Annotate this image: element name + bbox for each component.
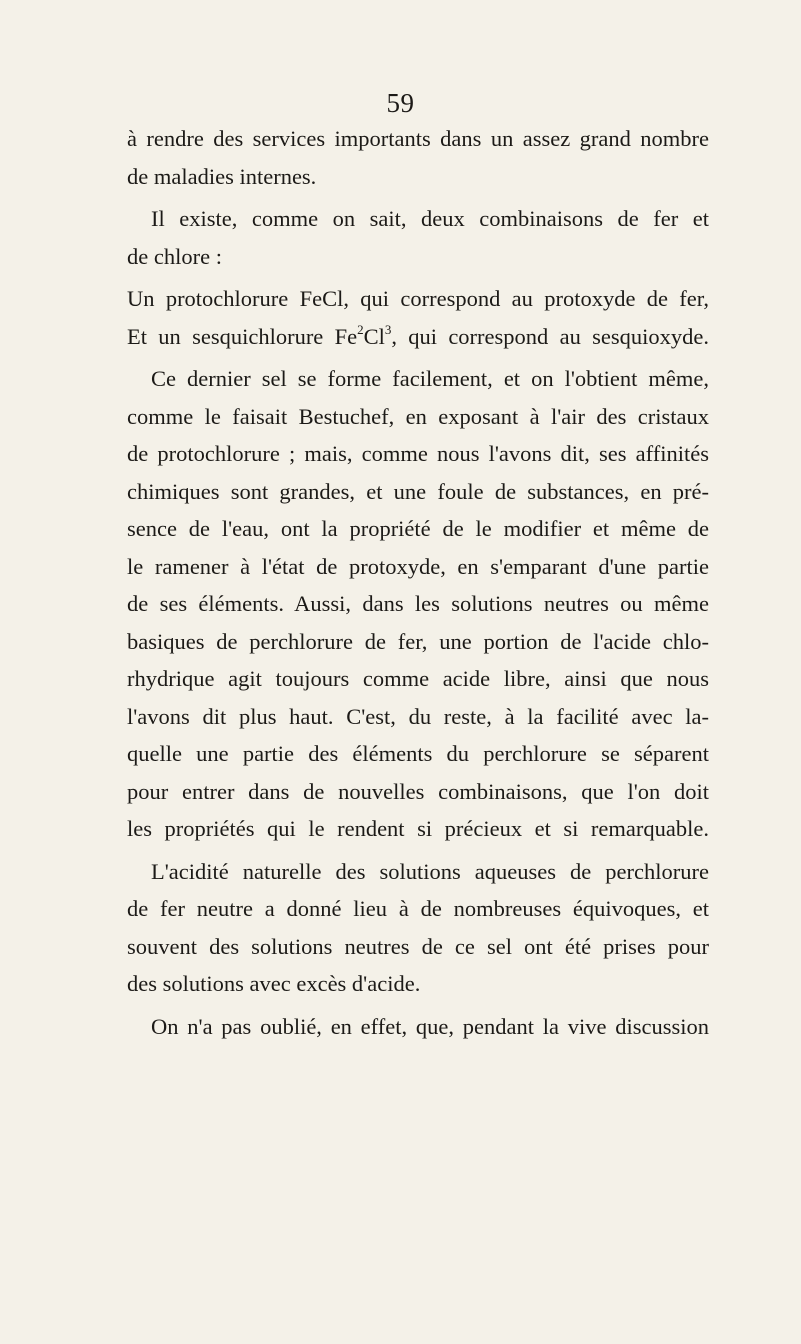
page-number: 59 [386, 88, 415, 118]
text-line: chimiques sont grandes, et une foule de substances, en pré- [127, 478, 709, 504]
text-line: l'avons dit plus haut. C'est, du reste, à la facilité avec la- [127, 703, 709, 729]
formula-text: Cl [363, 323, 385, 349]
formula-text: Et un sesquichlorure Fe [127, 323, 358, 349]
text-line: souvent des solutions neutres de ce sel ont été prises pour [127, 933, 709, 959]
text-line: à rendre des services importants dans un assez grand nombre [127, 126, 709, 151]
text-line: de ses éléments. Aussi, dans les solutions neutres ou même [127, 591, 709, 616]
text-line: Un protochlorure FeCl, qui correspond au protoxyde de fer, [127, 286, 709, 311]
text-line: de fer neutre a donné lieu à de nombreuses équivoques, et [127, 896, 709, 921]
text-line: de chlore : [127, 243, 222, 269]
text-line: le ramener à l'état de protoxyde, en s'emparant d'une partie [127, 553, 709, 579]
formula-line [127, 318, 709, 356]
formula-superscript: 3 [384, 322, 392, 337]
text-line: sence de l'eau, ont la propriété de le modifier et même de [127, 516, 709, 541]
text-line: quelle une partie des éléments du perchlorure se séparent [127, 741, 709, 766]
body-text [127, 120, 709, 1045]
text-line: basiques de perchlorure de fer, une portion de l'acide chlo- [127, 628, 709, 654]
text-line: comme le faisait Bestuchef, en exposant à l'air des cristaux [127, 403, 709, 429]
text-line: de protochlorure ; mais, comme nous l'avons dit, ses affinités [127, 441, 709, 466]
text-line: les propriétés qui le rendent si précieux et si remarquable. [127, 816, 709, 841]
text-line: Il existe, comme on sait, deux combinaisons de fer et [151, 206, 709, 231]
text-line: L'acidité naturelle des solutions aqueuses de perchlorure [151, 858, 709, 884]
text-line: de maladies internes. [127, 163, 317, 189]
text-line: rhydrique agit toujours comme acide libre, ainsi que nous [127, 666, 709, 691]
text-line: pour entrer dans de nouvelles combinaisons, que l'on doit [127, 778, 709, 804]
formula-superscript: 2 [357, 322, 364, 337]
text-line: On n'a pas oublié, en effet, que, pendant la vive discussion [151, 1013, 709, 1039]
text-line: des solutions avec excès d'acide. [127, 971, 421, 996]
text-line: Ce dernier sel se forme facilement, et on l'obtient même, [151, 366, 709, 391]
formula-text: , qui correspond au sesquioxyde. [391, 323, 709, 349]
